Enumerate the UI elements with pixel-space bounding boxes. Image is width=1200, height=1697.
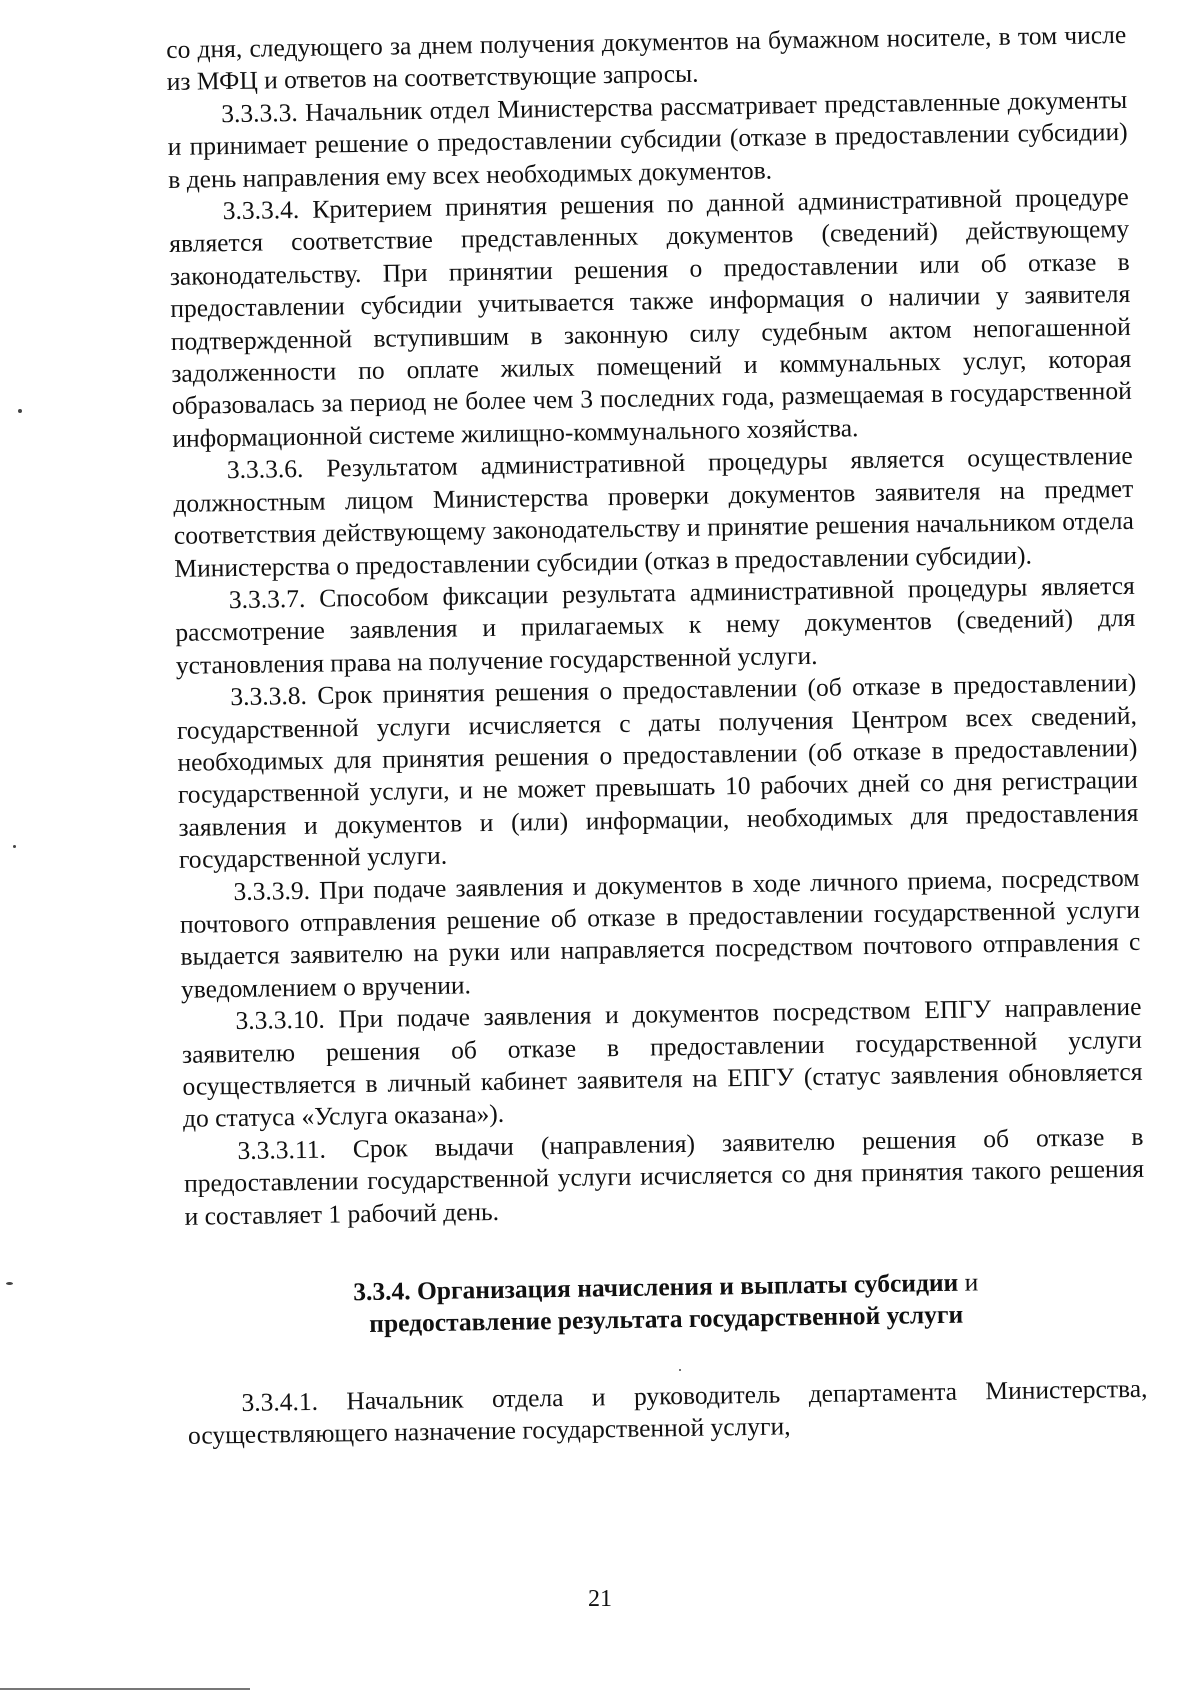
- paragraph-3-3-3-9: 3.3.3.9. При подаче заявления и документов в ходе личного приема, посредством почтового отправления решение об отказе в предоставлении государственной услуги выдается заявителю на руки или направляется посредством почтового отправления с уведомлением о вручении.: [179, 862, 1141, 1004]
- paragraph-3-3-3-8: 3.3.3.8. Срок принятия решения о предоставлении (об отказе в предоставлении) государственной услуги исчисляется с даты получения Центром всех сведений, необходимых для принятия решения о предоставлении (об отказе в предоставлении) государственной услуги, и не может превышать 10 рабочих дней со дня регистрации заявления и документов и (или) информации, необходимых для предоставления государственной услуги.: [176, 667, 1139, 875]
- section-heading-bold: 3.3.4. Организация начисления и выплаты субсидии: [352, 1267, 959, 1307]
- paragraph-3-3-3-6: 3.3.3.6. Результатом административной процедуры является осуществление должностным лицом Министерства проверки документов заявителя на предмет соответствия действующему законодательству и принятие решения начальником отдела Министерства о предоставлении субсидии (отказ в предоставлении субсидии).: [173, 441, 1134, 583]
- document-body: [166, 19, 1148, 1453]
- scan-edge-line: [0, 1688, 250, 1690]
- scan-speck: [13, 845, 16, 848]
- scan-speck: [18, 409, 22, 413]
- section-heading-line2: предоставление результата государственной услуги: [369, 1300, 964, 1339]
- paragraph-3-3-4-1: 3.3.4.1. Начальник отдела и руководитель департамента Министерства, осуществляющего назначение государственной услуги,: [187, 1373, 1148, 1451]
- paragraph-continuation: со дня, следующего за днем получения документов на бумажном носителе, в том числе из МФЦ и ответов на соответствующие запросы.: [166, 19, 1127, 97]
- paragraph-3-3-3-4: 3.3.3.4. Критерием принятия решения по данной административной процедуре является соответствие представленных документов (сведений) действующему законодательству. При принятии решения о предоставлении или об отказе в предоставлении субсидии учитывается также информация о наличии у заявителя подтвержденной вступившим в законную силу судебным актом непогашенной задолженности по оплате жилых помещений и коммунальных услуг, которая образовалась за период не более чем 3 последних года, размещаемая в государственной информационной системе жилищно-коммунального хозяйства.: [169, 181, 1132, 453]
- paragraph-3-3-3-3: 3.3.3.3. Начальник отдел Министерства рассматривает представленные документы и принимает решение о предоставлении субсидии (отказе в предоставлении субсидии) в день направления ему всех необходимых документов.: [167, 84, 1128, 194]
- section-heading-3-3-4: [186, 1264, 1147, 1344]
- paragraph-3-3-3-10: 3.3.3.10. При подаче заявления и документов посредством ЕПГУ направление заявителю решения об отказе в предоставлении государственной услуги осуществляется в личный кабинет заявителя на ЕПГУ (статус заявления обновляется до статуса «Услуга оказана»).: [181, 991, 1143, 1134]
- paragraph-3-3-3-7: 3.3.3.7. Способом фиксации результата административной процедуры является рассмотрение заявления и прилагаемых к нему документов (сведений) для установления права на получение государственной услуги.: [175, 570, 1136, 680]
- paragraph-3-3-3-11: 3.3.3.11. Срок выдачи (направления) заявителю решения об отказе в предоставлении государственной услуги исчисляется со дня принятия такого решения и составляет 1 рабочий день.: [183, 1121, 1145, 1231]
- scan-speck: [679, 1369, 681, 1371]
- scan-speck: [6, 1282, 13, 1285]
- section-heading-conjunction: и: [958, 1267, 979, 1297]
- page-number: 21: [588, 1586, 612, 1612]
